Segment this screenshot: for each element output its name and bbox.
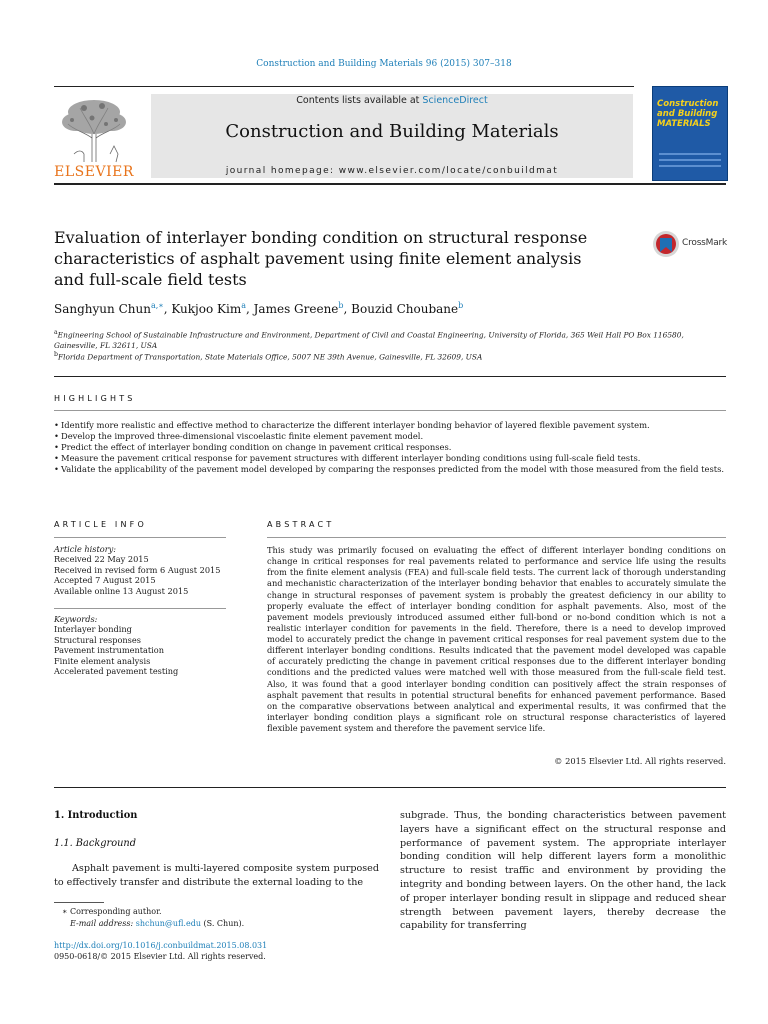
highlight-item: • Predict the effect of interlayer bonding condition on change in pavement critical responses. [54,442,734,453]
author-list: Sanghyun Chun$^{a,∗}$, Kukjoo Kim$^a$, James Greene$^b$, Bouzid Choubane$^b$ [54,301,464,316]
author-name[interactable]: Kukjoo Kim [171,302,242,316]
corresponding-author-note [54,906,162,917]
body-top-rule [54,787,726,788]
subsection-heading-background: 1.1. Background [54,838,137,849]
author-name[interactable]: Bouzid Choubane [351,302,459,316]
journal-title: Construction and Building Materials [225,121,559,142]
keywords [54,614,234,676]
affiliation-text: Florida Department of Transportation, State Materials Office, 5007 NE 39th Avenue, Gainesville, FL 32609, USA [57,352,483,362]
article-history-label: Article history: [54,544,116,554]
header-bottom-rule [54,183,726,185]
highlights-top-rule [54,376,726,377]
journal-citation[interactable]: Construction and Building Materials 96 (2015) 307–318 [256,59,512,69]
highlights-heading: HIGHLIGHTS [54,394,136,403]
history-entry: Received 22 May 2015 [54,554,149,565]
author-name[interactable]: Sanghyun Chun [54,302,151,316]
affiliation-b [54,350,726,363]
email-link[interactable]: shchun@ufl.edu [135,919,201,928]
crossmark-label: CrossMark [682,238,728,248]
intro-paragraph-right: subgrade. Thus, the bonding characteristics between pavement layers have a significant effect on the structural response and performance of pavement system. The appropriate interlayer bonding condition will help different layers form a monolithic structure to resist traffic and environment by providing the integrity and bonding between layers. On the other hand, the lack of proper interlayer bonding result in slippage and reduced shear strength between pavement layers, thereby decrease the capability for transferring [400,810,726,932]
abstract-text: This study was primarily focused on evaluating the effect of different interlayer bonding conditions on change in critical responses for real pavements related to performance and service life using the results from the finite element analysis (FEA) and full-scale field tests. The current lack of thorough understanding and mechanistic characterization of the interlayer bonding behavior that enables to accurately simulate the change in structural responses of pavement system is probably the greatest deficiency in our ability to properly evaluate the effect of interlayer bonding condition for asphalt pavements. Also, most of the pavement models previously introduced assumed either full-bond or no-bond condition which is not a realistic interlayer condition for pavements in the field. Therefore, there is a need to develop improved model to accurately predict the change in pavement critical responses for real pavement system due to the different interlayer bonding conditions. Results indicated that the pavement model developed was capable of accurately predicting the change in pavement critical responses due to the different interlayer bonding conditions and the predicted values were matched well with those measured from the full-scale field test. Also, it was found that a good interlayer bonding condition can positively affect the strain responses of asphalt pavement that results in potential structural benefits for enhanced pavement performance. Based on the comparative observations between analytical and experimental results, it was confirmed that the interlayer bonding condition plays a significant role on structural response characteristics of layered flexible pavement system and therefore the pavement service life. [267,545,726,733]
author-name[interactable]: James Greene [253,302,339,316]
header-top-rule [54,86,634,87]
elsevier-wordmark: ELSEVIER [54,164,134,180]
cover-stripe [659,159,721,161]
section-heading-introduction: 1. Introduction [54,810,138,821]
email-suffix: (S. Chun). [203,919,245,928]
author-affiliation-mark[interactable]: b [458,301,464,310]
doi-link[interactable]: http://dx.doi.org/10.1016/j.conbuildmat.2015.08.031 [54,941,268,950]
highlight-item: • Validate the applicability of the pavement model developed by comparing the responses predicted from the model with those measured from the field tests. [54,464,734,475]
history-entry: Accepted 7 August 2015 [54,575,156,586]
history-entry: Received in revised form 6 August 2015 [54,564,221,575]
abstract-heading: ABSTRACT [267,520,335,529]
article-title: Evaluation of interlayer bonding condition on structural response characteristics of asphalt pavement using finite element analysis and full-scale field tests [54,228,588,289]
issn-copyright: 0950-0618/© 2015 Elsevier Ltd. All rights reserved. [54,952,266,961]
keyword: Finite element analysis [54,655,151,666]
keyword: Structural responses [54,634,141,645]
author-affiliation-mark[interactable]: a [241,301,246,310]
crossmark-badge[interactable] [652,229,728,259]
sciencedirect-link[interactable]: ScienceDirect [422,95,488,106]
journal-cover-image [652,86,728,181]
keywords-rule [54,608,226,609]
keywords-label: Keywords: [54,614,98,624]
intro-paragraph-left: Asphalt pavement is multi-layered composite system purposed to effectively transfer and distribute the external loading to the [54,863,379,888]
crossmark-icon [652,229,680,259]
cover-title: Construction and Building MATERIALS [657,99,719,129]
highlight-item: • Identify more realistic and effective method to characterize the different interlayer bonding behavior of layered flexible pavement system. [54,420,734,431]
footnote-mark: ∗ [62,907,68,916]
contents-line [151,95,633,106]
keyword: Accelerated pavement testing [54,666,179,677]
article-history [54,544,234,596]
homepage-prefix: journal homepage: [225,166,339,176]
abstract-copyright: © 2015 Elsevier Ltd. All rights reserved. [554,756,726,766]
footnote-text: Corresponding author. [69,907,162,916]
article-info-rule [54,537,226,538]
author-affiliation-mark[interactable]: b [338,301,344,310]
keyword: Interlayer bonding [54,624,132,635]
affiliation-mark: a [54,329,58,336]
highlight-item: • Develop the improved three-dimensional viscoelastic finite element pavement model. [54,431,734,442]
homepage-link[interactable]: www.elsevier.com/locate/conbuildmat [338,166,559,176]
abstract-rule [267,537,726,538]
journal-homepage [151,166,633,176]
email-label: E-mail address: [70,919,134,928]
email-note [54,918,244,929]
author-affiliation-mark[interactable]: a,∗ [150,301,164,310]
article-info-heading: ARTICLE INFO [54,520,147,529]
keyword: Pavement instrumentation [54,645,165,656]
affiliation-mark: b [54,351,58,358]
history-entry: Available online 13 August 2015 [54,585,189,596]
cover-stripe [659,153,721,155]
highlights-heading-rule [54,410,726,411]
highlight-item: • Measure the pavement critical response for pavement structures with different interlayer bonding conditions using full-scale field tests. [54,453,734,464]
highlights-list [54,420,734,475]
contents-prefix: Contents lists available at [296,95,423,106]
affiliation-text: Engineering School of Sustainable Infrastructure and Environment, Department of Civil and Coastal Engineering, University of Florida, 365 Weil Hall PO Box 116580, Gainesville, FL 32611, USA [54,330,684,350]
footnote-rule [54,902,104,903]
cover-stripe [659,165,721,167]
affiliation-a [54,328,726,351]
